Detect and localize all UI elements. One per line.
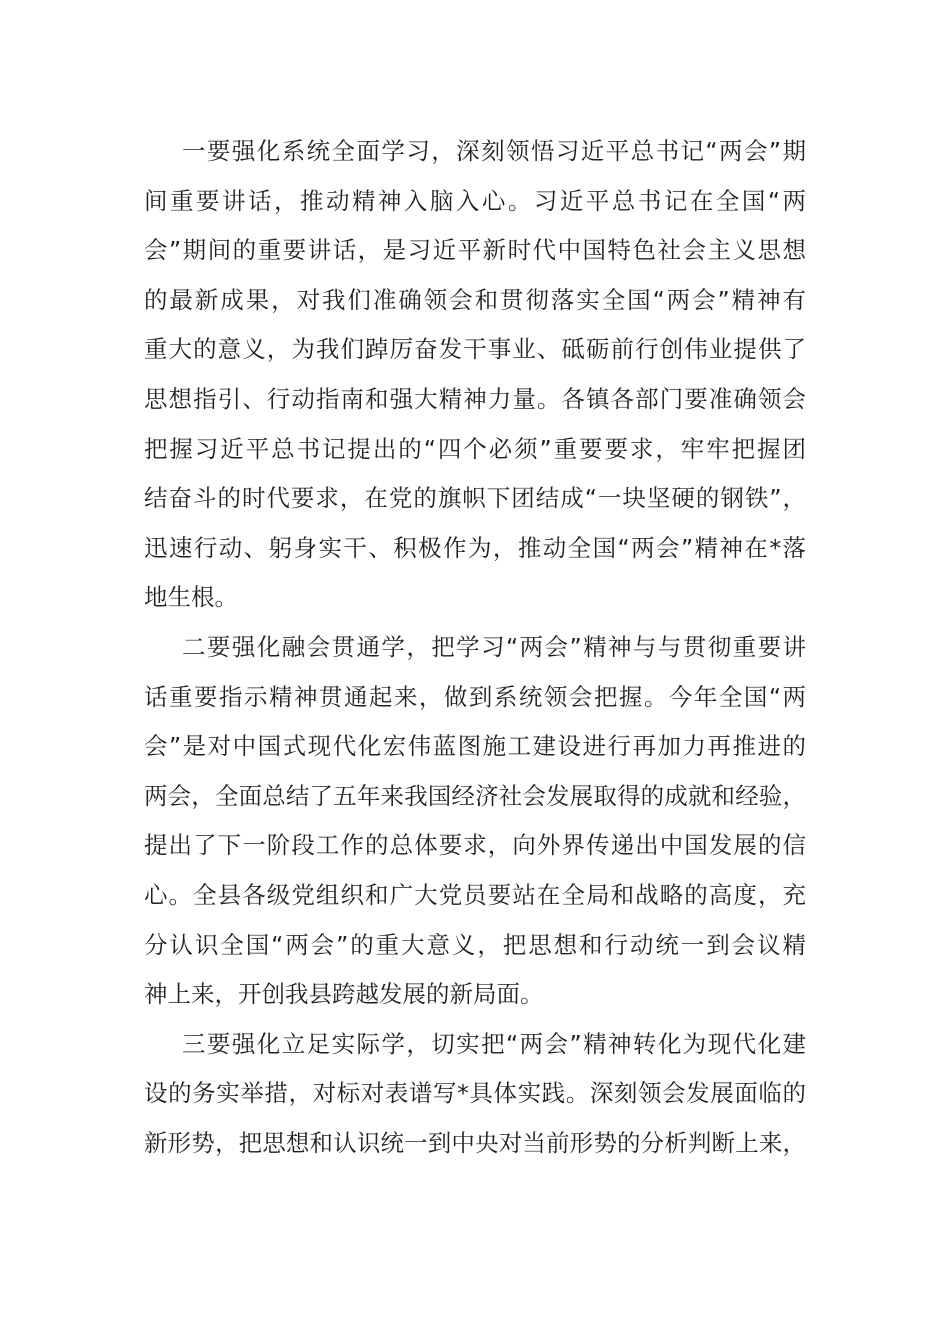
- text-line: 提出了下一阶段工作的总体要求，向外界传递出中国发展的信: [144, 831, 806, 860]
- paragraph-1: [144, 127, 806, 623]
- text-line: 设的务实举措，对标对表谱写*具体实践。深刻领会发展面临的: [144, 1079, 806, 1108]
- text-line: 神上来，开创我县跨越发展的新局面。: [144, 980, 544, 1009]
- text-line: 分认识全国“两会”的重大意义，把思想和行动统一到会议精: [144, 930, 806, 959]
- text-line: 新形势，把思想和认识统一到中央对当前形势的分析判断上来，: [144, 1128, 806, 1157]
- paragraph-2: [144, 623, 806, 1020]
- text-line: 两会，全面总结了五年来我国经济社会发展取得的成就和经验，: [144, 781, 806, 810]
- text-line: 话重要指示精神贯通起来，做到系统领会把握。今年全国“两: [144, 682, 806, 711]
- text-line: 迅速行动、躬身实干、积极作为，推动全国“两会”精神在*落: [144, 533, 806, 562]
- text-line: 心。全县各级党组织和广大党员要站在全局和战略的高度，充: [144, 880, 806, 909]
- text-line: 地生根。: [144, 583, 238, 612]
- text-line: 把握习近平总书记提出的“四个必须”重要要求，牢牢把握团: [144, 434, 806, 463]
- text-line: 结奋斗的时代要求，在党的旗帜下团结成“一块坚硬的钢铁”，: [144, 484, 806, 513]
- text-line: 间重要讲话，推动精神入脑入心。习近平总书记在全国“两: [144, 186, 806, 215]
- text-line: 一要强化系统全面学习，深刻领悟习近平总书记“两会”期: [182, 137, 806, 165]
- text-line: 重大的意义，为我们踔厉奋发干事业、砥砺前行创伟业提供了: [144, 335, 806, 364]
- text-line: 会”期间的重要讲话，是习近平新时代中国特色社会主义思想: [144, 236, 806, 265]
- text-line: 思想指引、行动指南和强大精神力量。各镇各部门要准确领会: [144, 384, 806, 413]
- text-line: 三要强化立足实际学，切实把“两会”精神转化为现代化建: [182, 1029, 806, 1058]
- document-body: [144, 127, 806, 1168]
- text-line: 会”是对中国式现代化宏伟蓝图施工建设进行再加力再推进的: [144, 732, 806, 761]
- text-line: 的最新成果，对我们准确领会和贯彻落实全国“两会”精神有: [144, 285, 806, 314]
- paragraph-3: [144, 1020, 806, 1169]
- text-line: 二要强化融会贯通学，把学习“两会”精神与与贯彻重要讲: [182, 632, 806, 661]
